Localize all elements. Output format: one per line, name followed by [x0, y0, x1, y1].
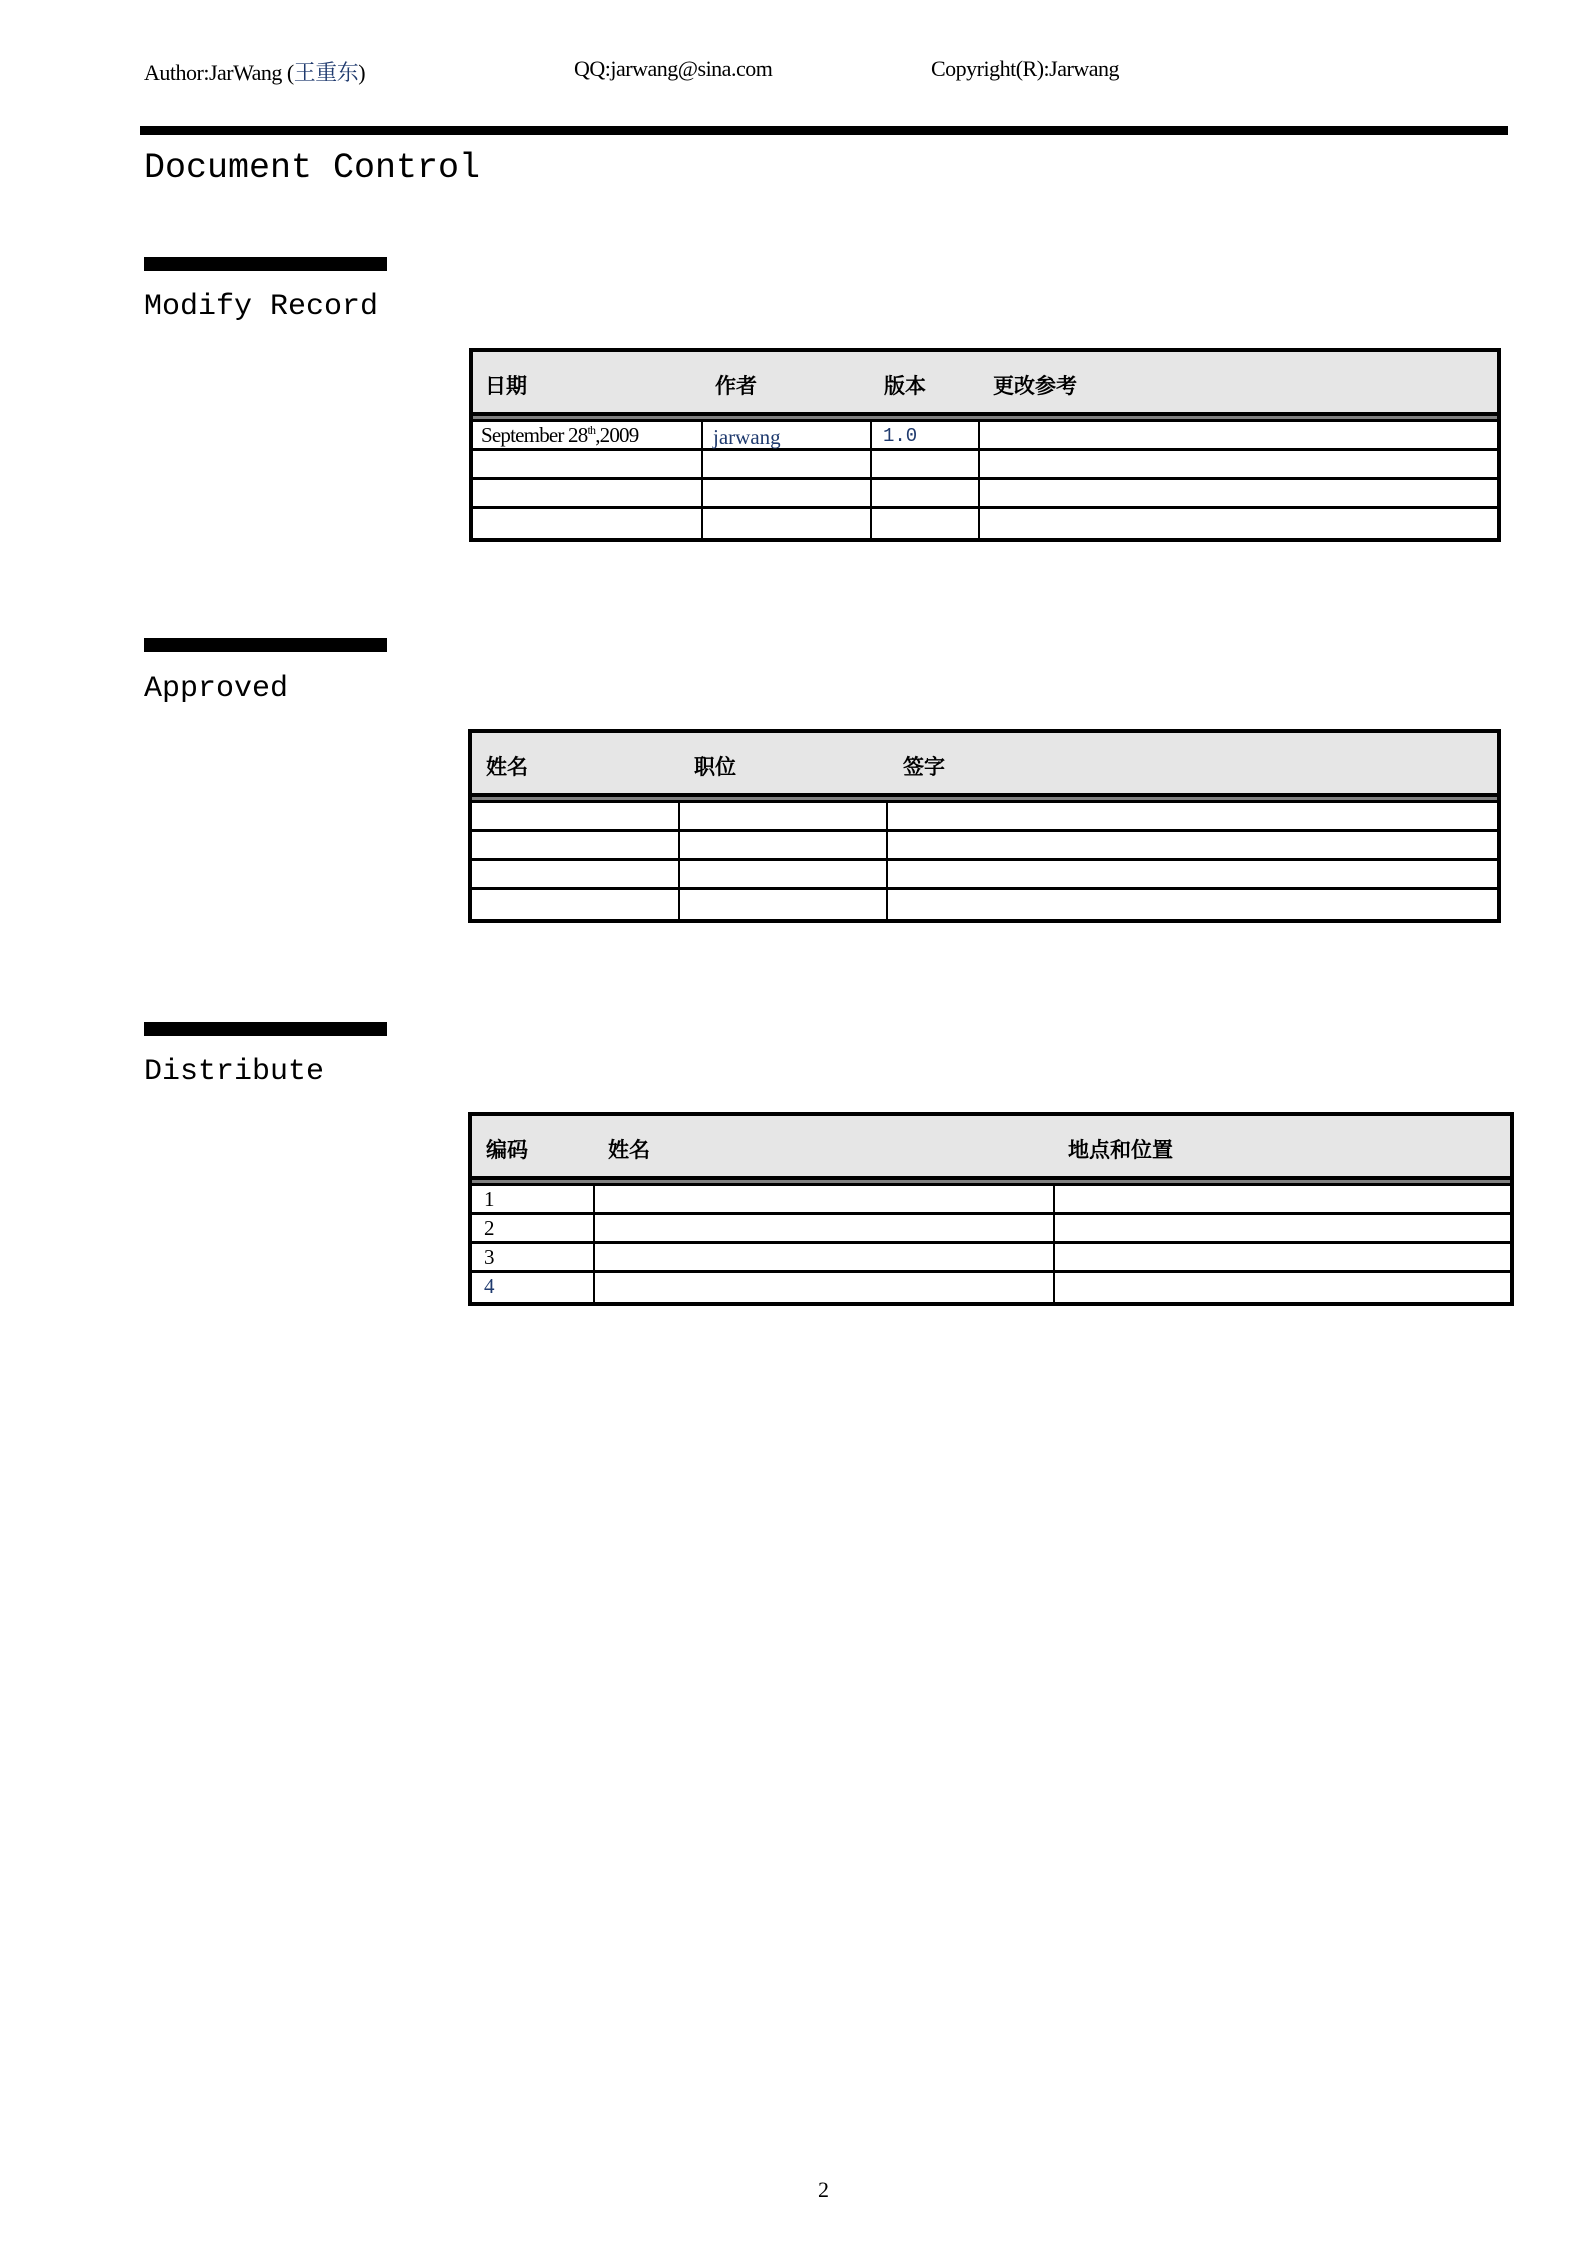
table-header: [472, 733, 1497, 797]
column-divider: [1053, 1273, 1055, 1302]
page-number: 2: [818, 2177, 829, 2202]
column-divider: [678, 803, 680, 829]
column-divider: [886, 861, 888, 887]
author-cell: jarwang: [713, 425, 781, 449]
table-row: [472, 861, 1497, 890]
column-divider: [1053, 1244, 1055, 1270]
section-heading-modify-record: Modify Record: [144, 290, 379, 324]
column-divider: [886, 832, 888, 858]
table-row: [472, 1215, 1510, 1244]
header-rule: [140, 126, 1508, 135]
number-cell: 1: [484, 1187, 495, 1211]
column-header: 职位: [694, 755, 736, 779]
column-header: 日期: [485, 374, 527, 398]
column-divider: [978, 480, 980, 506]
column-divider: [870, 509, 872, 538]
column-divider: [886, 803, 888, 829]
header-author: [144, 56, 365, 87]
page-title: Document Control: [144, 148, 481, 188]
table-row: [472, 832, 1497, 861]
table-row: [472, 1186, 1510, 1215]
date-cell: September 28th,2009: [481, 423, 639, 447]
table-row: [472, 1273, 1510, 1302]
column-divider: [1053, 1186, 1055, 1212]
table-body: [472, 1186, 1510, 1302]
column-divider: [593, 1273, 595, 1302]
table-row: [472, 1244, 1510, 1273]
number-cell: 2: [484, 1216, 495, 1240]
column-divider: [886, 890, 888, 919]
version-cell: 1.0: [883, 425, 918, 447]
column-divider: [978, 451, 980, 477]
column-divider: [870, 451, 872, 477]
table-row: [473, 509, 1497, 538]
column-header: 编码: [486, 1138, 528, 1162]
section-heading-approved: Approved: [144, 672, 289, 706]
column-divider: [701, 509, 703, 538]
table-row: [472, 803, 1497, 832]
column-header: 姓名: [608, 1138, 650, 1162]
column-header: 地点和位置: [1068, 1138, 1173, 1162]
column-divider: [978, 509, 980, 538]
column-divider: [678, 861, 680, 887]
author-label: Author:JarWang (: [144, 60, 294, 85]
column-header: 更改参考: [993, 374, 1077, 398]
column-divider: [701, 422, 703, 448]
modify-record-table: [469, 348, 1501, 542]
column-header: 版本: [884, 374, 926, 398]
column-header: 签字: [903, 755, 945, 779]
number-cell: 4: [484, 1274, 495, 1298]
column-divider: [978, 422, 980, 448]
header-qq: QQ:jarwang@sina.com: [574, 56, 773, 81]
table-row: [472, 890, 1497, 919]
section-bar: [144, 638, 387, 652]
column-header: 姓名: [486, 755, 528, 779]
table-body: [473, 422, 1497, 538]
author-close: ): [358, 60, 366, 85]
table-row: [473, 422, 1497, 451]
column-divider: [593, 1244, 595, 1270]
table-row: [473, 480, 1497, 509]
column-divider: [593, 1186, 595, 1212]
distribute-table: [468, 1112, 1514, 1306]
column-divider: [870, 480, 872, 506]
section-heading-distribute: Distribute: [144, 1055, 325, 1089]
header-copyright: Copyright(R):Jarwang: [931, 56, 1119, 81]
table-header: [473, 352, 1497, 416]
column-divider: [1053, 1215, 1055, 1241]
table-header: [472, 1116, 1510, 1180]
column-divider: [870, 422, 872, 448]
column-divider: [701, 480, 703, 506]
author-cn-name: 王重东: [293, 60, 359, 85]
column-divider: [678, 890, 680, 919]
approved-table: [468, 729, 1501, 923]
column-divider: [593, 1215, 595, 1241]
column-header: 作者: [715, 374, 757, 398]
number-cell: 3: [484, 1245, 495, 1269]
column-divider: [678, 832, 680, 858]
section-bar: [144, 257, 387, 271]
column-divider: [701, 451, 703, 477]
table-body: [472, 803, 1497, 919]
section-bar: [144, 1022, 387, 1036]
table-row: [473, 451, 1497, 480]
